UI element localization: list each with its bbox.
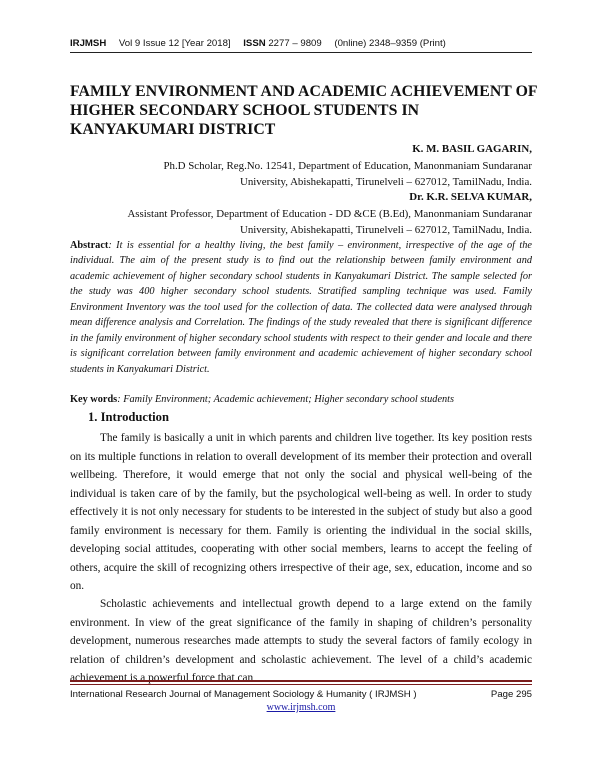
footer-rule-thick	[70, 680, 532, 682]
running-footer	[70, 689, 532, 713]
section-heading	[88, 409, 169, 425]
author-block-1	[70, 141, 532, 191]
footer-rule-thin	[70, 684, 532, 685]
page-number: Page 295	[490, 689, 532, 700]
section-number: 1.	[88, 410, 98, 424]
paper-title: FAMILY ENVIRONMENT AND ACADEMIC ACHIEVEMENT OF HIGHER SECONDARY SCHOOL STUDENTS IN KANYAKUMARI DISTRICT	[70, 83, 538, 138]
running-header	[70, 38, 550, 50]
journal-abbreviation: IRJMSH	[70, 38, 107, 49]
issn-online: 2277 – 9809	[268, 38, 322, 49]
issn-label: ISSN	[243, 38, 266, 49]
issn-print: (0nline) 2348–9359 (Print)	[334, 38, 446, 49]
author-affiliation-line: Ph.D Scholar, Reg.No. 12541, Department of Education, Manonmaniam Sundaranar	[163, 159, 532, 172]
body-paragraph: Scholastic achievements and intellectual growth depend to a large extend on the family environment. In view of the great significance of the family in shaping of children’s personality development, numerous researches made attempts to study the several factors of family ecology in relation of children’s development and scholastic achievement. The level of a child’s academic achievement is a powerful force that can	[70, 598, 532, 685]
author-name: Dr. K.R. SELVA KUMAR,	[409, 191, 532, 203]
author-name: K. M. BASIL GAGARIN,	[412, 143, 532, 155]
author-affiliation-line: University, Abishekapatti, Tirunelveli – 627012, TamilNadu, India.	[239, 224, 532, 236]
author-block-2	[70, 189, 532, 239]
author-affiliation-line: Assistant Professor, Department of Education - DD &CE (B.Ed), Manonmaniam Sundaranar	[127, 207, 532, 220]
body-paragraph: The family is basically a unit in which parents and children live together. Its key position rests on its multiple functions in relation to overall development of its member their protection and overall wellbeing. Therefore, it would emerge that not only the social and physical well-being of the individual is taken care of by the family, but the psychological well-being as well. In order to study effectively it is not only necessary for students to be interested in the subject of study but also a good family environment is necessary for them. Family is orienting the individual in the social skills, developing social attitudes, cooperating with other social members, learns to accept the feeling of others, acquire the skill of recognizing others irrespective of their age, sex, education, income and so on.	[70, 432, 532, 593]
abstract-label: Abstract	[70, 240, 109, 251]
volume-info: Vol 9 Issue 12 [Year 2018]	[118, 38, 231, 49]
keywords-text: : Family Environment; Academic achievement; Higher secondary school students	[117, 394, 455, 405]
keywords	[70, 393, 540, 407]
author-affiliation-line: University, Abishekapatti, Tirunelveli – 627012, TamilNadu, India.	[239, 176, 532, 188]
journal-url-link[interactable]: www.irjmsh.com	[266, 702, 336, 713]
section-title: Introduction	[100, 410, 169, 424]
abstract-text: : It is essential for a healthy living, the best family – environment, irrespective of the age of the individual. The aim of the present study is to find out the relationship between family environment and academic achievement of higher secondary school students in Kanyakumari District. The sample selected for the study was 400 higher secondary school students. Stratified sampling technique was used. Family Environment Inventory was the tool used for the collection of data. The collected data were analysed through mean difference analysis and Correlation. The findings of the study revealed that there is significant difference in the family environment of higher secondary school students with respect to their gender and locale and there is significant correlation between family environment and academic achievement of higher secondary school students in Kanyakumari District.	[70, 240, 532, 375]
keywords-label: Key words	[70, 394, 118, 405]
abstract	[70, 238, 532, 377]
footer-journal-name: International Research Journal of Management Sociology & Humanity ( IRJMSH )	[70, 689, 417, 700]
header-rule	[70, 52, 532, 53]
